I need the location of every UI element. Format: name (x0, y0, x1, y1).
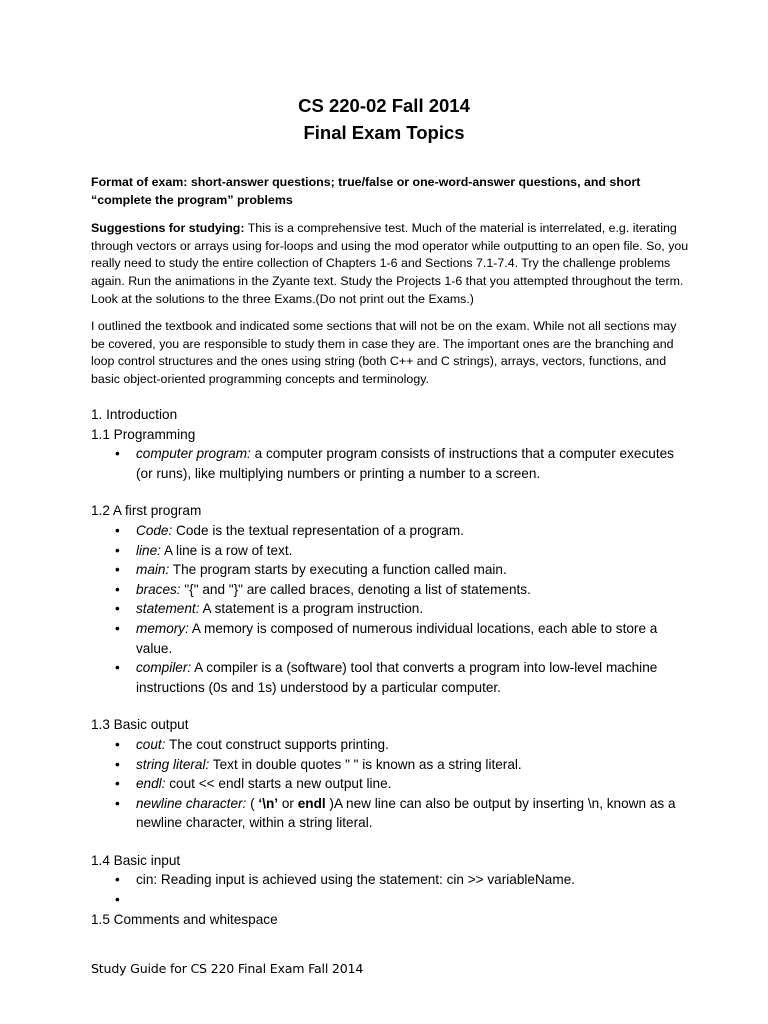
bullet-list (91, 444, 691, 483)
term: braces: (136, 581, 181, 597)
suggestions-text: This is a comprehensive test. Much of the material is interrelated, e.g. iterating through vectors or arrays using for-loops and using the mod operator while outputting to an open file. So, you really need to study the entire collection of Chapters 1-6 and Sections 7.1-7.4. Try the challenge problems again. Run the animations in the Zyante text. Study the Projects 1-6 that you attempted throughout the term. Look at the solutions to the three Exams.(Do not print out the Exams.) (91, 221, 689, 306)
document-subtitle: Final Exam Topics (303, 122, 465, 143)
list-item (115, 658, 691, 697)
bullet-icon: • (115, 542, 120, 558)
section-heading: 1.2 A first program (91, 503, 202, 519)
list-item (115, 755, 691, 775)
term: main: (136, 562, 170, 578)
bullet-icon: • (115, 795, 120, 811)
list-item (115, 890, 691, 910)
term: endl: (136, 776, 166, 792)
bullet-icon: • (115, 446, 120, 462)
bullet-icon: • (115, 660, 120, 676)
bullet-icon: • (115, 756, 120, 772)
list-item (115, 521, 691, 541)
list-item (115, 599, 691, 619)
topic-outline (91, 405, 691, 929)
document-title: CS 220-02 Fall 2014 (298, 95, 470, 116)
definition (136, 892, 140, 907)
list-item (115, 774, 691, 794)
definition: A line is a row of text. (160, 542, 293, 558)
definition: cout << endl starts a new output line. (165, 776, 392, 792)
code-token: endl (297, 795, 326, 811)
term: line: (136, 542, 161, 558)
bullet-icon: • (115, 581, 120, 597)
section-heading: 1.3 Basic output (91, 717, 189, 733)
bullet-icon: • (115, 892, 120, 908)
definition: cin: Reading input is achieved using the statement: cin >> variableName. (136, 872, 576, 888)
term: cout: (136, 736, 166, 752)
definition-prefix: ( (246, 795, 259, 811)
term: newline character: (136, 795, 247, 811)
suggestions-paragraph (91, 220, 691, 309)
term: compiler: (136, 660, 192, 676)
bullet-icon: • (115, 522, 120, 538)
list-item (115, 580, 691, 600)
section-heading: 1.1 Programming (91, 426, 196, 442)
bullet-icon: • (115, 601, 120, 617)
list-item (115, 444, 691, 483)
list-item (115, 619, 691, 658)
bullet-icon: • (115, 620, 120, 636)
bullet-icon: • (115, 736, 120, 752)
term: string literal: (136, 756, 210, 772)
list-item (115, 870, 691, 890)
suggestions-label: Suggestions for studying: (91, 221, 245, 235)
outline-paragraph: I outlined the textbook and indicated some sections that will not be on the exam. While not all sections may be covered, you are responsible to study them in case they are. The important ones are the branching and loop control structures and the ones using string (both C++ and C strings), arrays, vectors, functions, and basic object-oriented programming concepts and terminology. (91, 319, 677, 387)
list-item (115, 794, 691, 833)
page-footer: Study Guide for CS 220 Final Exam Fall 2014 (91, 961, 364, 976)
term: computer program: (136, 446, 251, 462)
section-heading: 1.4 Basic input (91, 852, 181, 868)
section-heading: 1.5 Comments and whitespace (91, 911, 278, 927)
definition: "{" and "}" are called braces, denoting a list of statements. (180, 581, 531, 597)
definition: A memory is composed of numerous individual locations, each able to store a value. (136, 620, 658, 656)
list-item (115, 560, 691, 580)
bullet-icon: • (115, 872, 120, 888)
term: statement: (136, 601, 200, 617)
definition: The program starts by executing a function called main. (169, 562, 507, 578)
list-item (115, 735, 691, 755)
section-heading: 1. Introduction (91, 407, 178, 422)
bullet-list (91, 735, 691, 833)
definition: Text in double quotes " " is known as a string literal. (209, 756, 522, 772)
exam-format-paragraph: Format of exam: short-answer questions; true/false or one-word-answer questions, and short “complete the program” problems (91, 175, 641, 207)
definition: a computer program consists of instructions that a computer executes (or runs), like multiplying numbers or printing a number to a screen. (136, 446, 674, 481)
definition-mid: or (278, 795, 298, 811)
definition: A statement is a program instruction. (199, 601, 424, 617)
term: memory: (136, 620, 189, 636)
bullet-icon: • (115, 776, 120, 792)
definition: )A new line can also be output by inserting \n, known as a newline character, within a string literal. (136, 795, 676, 831)
definition: The cout construct supports printing. (165, 736, 389, 752)
definition: A compiler is a (software) tool that converts a program into low-level machine instructions (0s and 1s) understood by a particular computer. (136, 660, 658, 695)
list-item (115, 541, 691, 561)
code-token: ‘\n’ (258, 795, 279, 811)
bullet-list (91, 870, 691, 909)
bullet-icon: • (115, 562, 120, 578)
bullet-list (91, 521, 691, 697)
term: Code: (136, 522, 173, 538)
definition: Code is the textual representation of a program. (172, 522, 464, 538)
